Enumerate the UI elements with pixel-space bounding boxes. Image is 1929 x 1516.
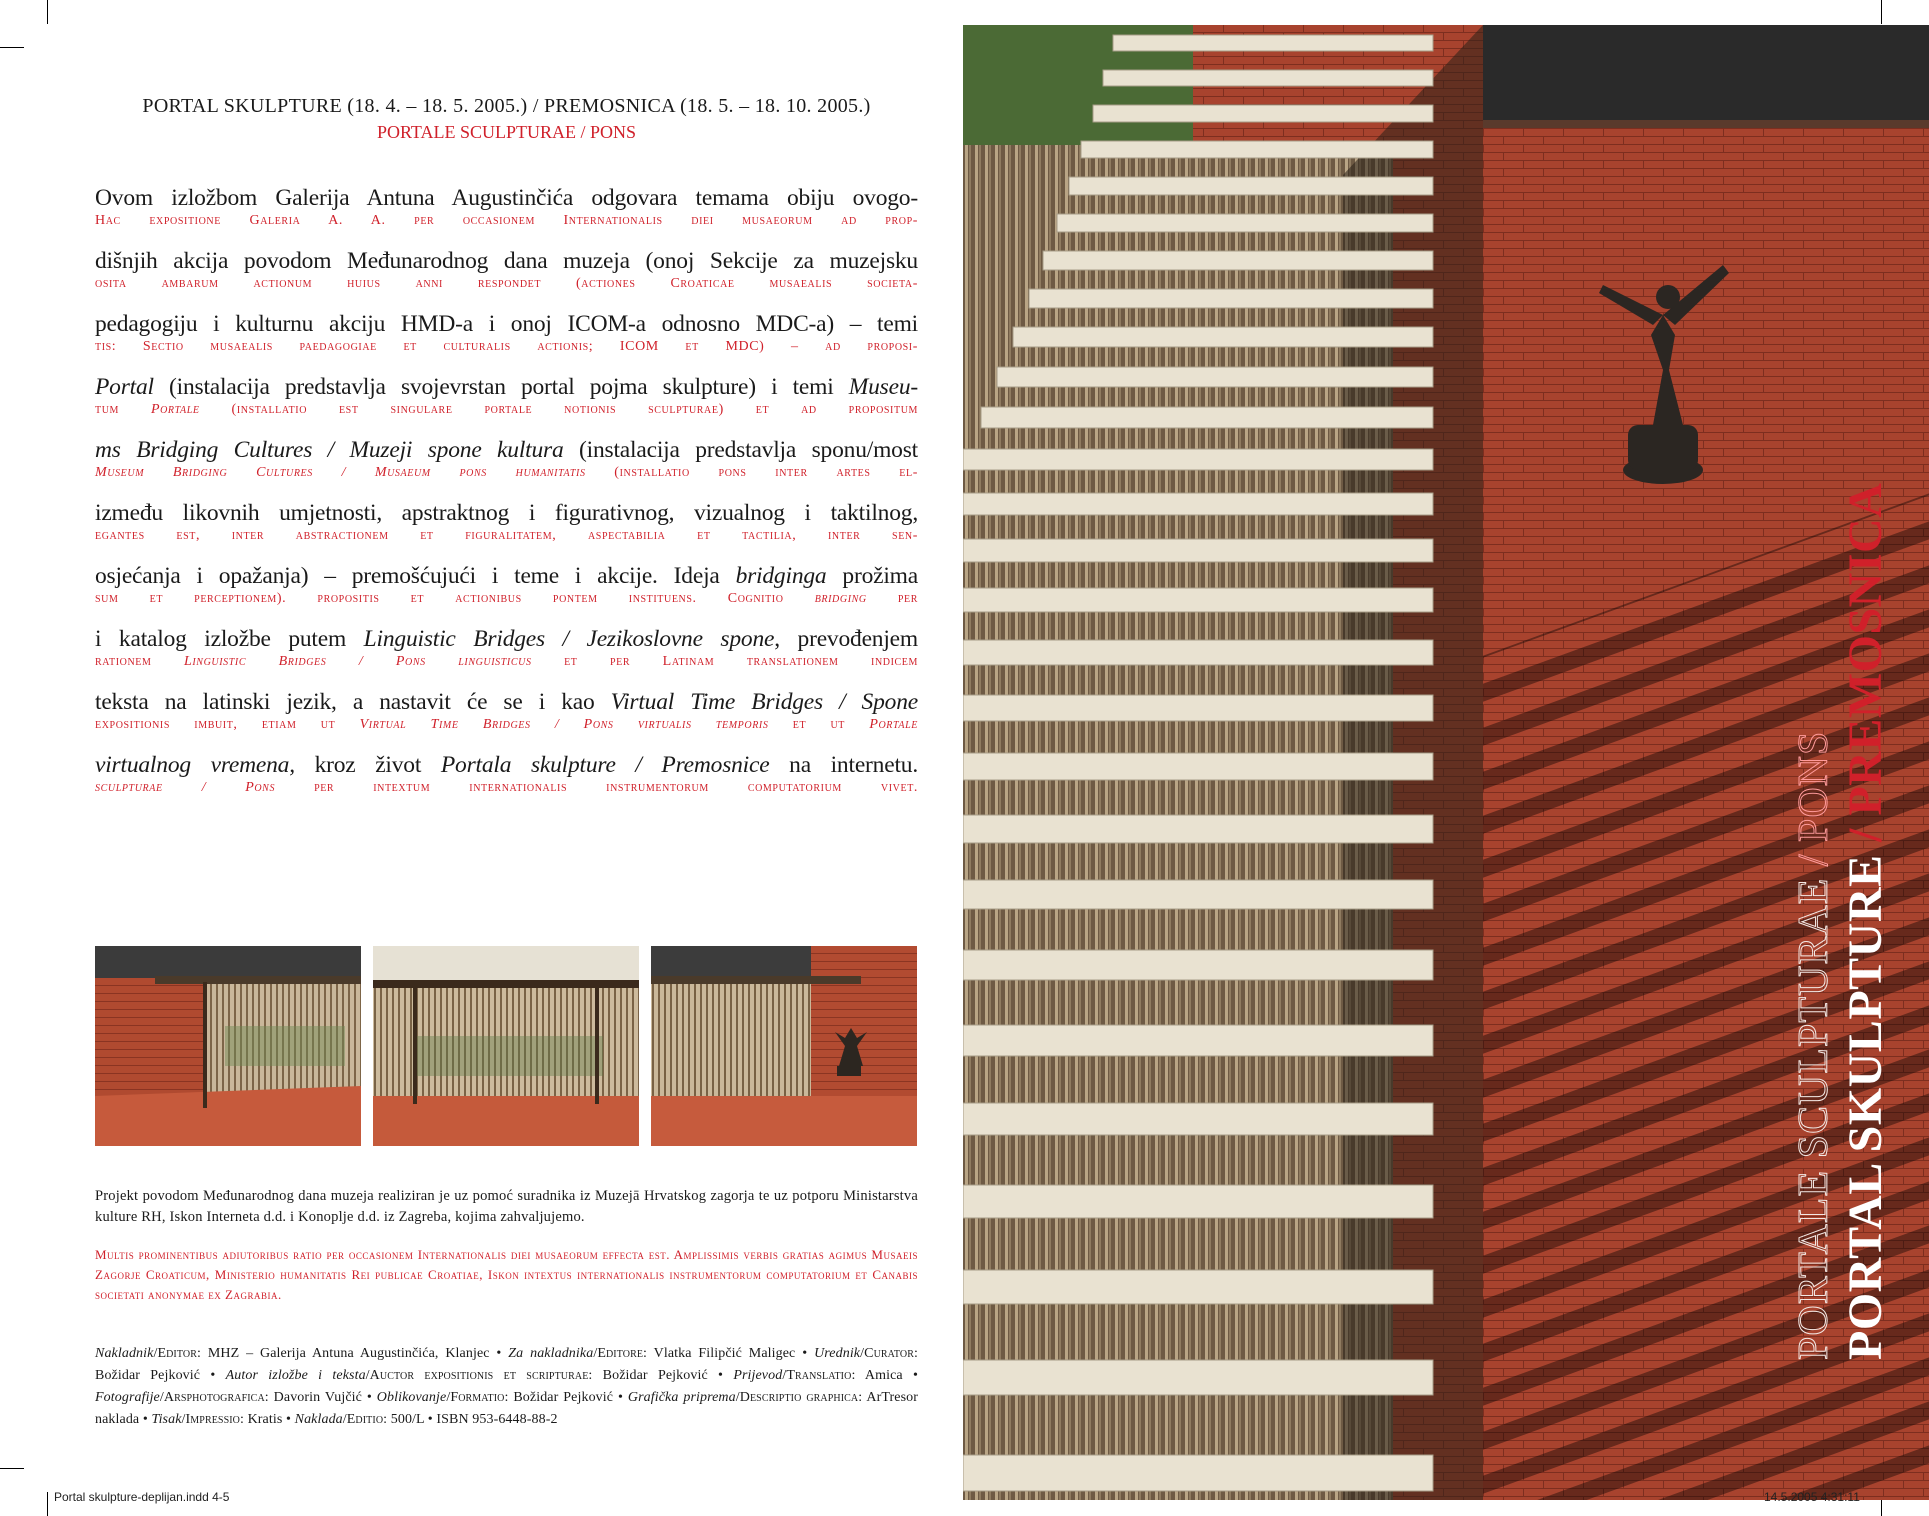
cover-title-latin-suffix: / PONS <box>1791 730 1837 867</box>
page-subtitle-latin: PORTALE SCULPTURAE / PONS <box>376 122 636 142</box>
italic-term: Portal <box>95 374 154 400</box>
latin-line: egantes est, inter abstractionem et figuralitatem, aspectabilia et tactilia, inter sen- <box>95 528 918 543</box>
credit-label-latin: Translatio <box>786 1368 852 1383</box>
credit-label-latin: Editore <box>597 1346 644 1361</box>
text-pair <box>95 311 918 357</box>
croatian-line <box>95 374 918 400</box>
crop-mark <box>0 47 24 48</box>
page-title: PORTAL SKULPTURE (18. 4. – 18. 5. 2005.) / PREMOSNICA (18. 5. – 18. 10. 2005.) <box>142 95 871 117</box>
text-run: per intextum internationalis instrumentorum computatorium vivet. <box>275 780 919 795</box>
credit-label: Oblikovanje <box>376 1390 447 1405</box>
text-run: prožima <box>826 563 918 589</box>
cover-vertical-title <box>1790 483 1893 1360</box>
slug-timestamp: 14.5.2005 4:31:11 <box>1764 1490 1860 1504</box>
credit-value: : MHZ – Galerija Antuna Augustinčića, Klanjec • <box>196 1346 502 1361</box>
italic-term: virtualnog vremena, <box>95 752 295 778</box>
credit-value: : 500/L • ISBN 953-6448-88-2 <box>383 1412 558 1427</box>
credit-label: Tisak <box>151 1412 182 1427</box>
text-run: tum <box>95 402 151 417</box>
bilingual-text <box>95 185 918 798</box>
croatian-line: između likovnih umjetnosti, apstraktnog i figurativnog, vizualnog i taktilnog, <box>95 500 918 526</box>
italic-term: Virtual Time Bridges / Spone <box>610 689 918 715</box>
text-run: expositionis imbuit, etiam ut <box>95 717 360 732</box>
latin-line: tis: Sectio musaealis paedagogiae et culturalis actionis; ICOM et MDC) – ad proposi- <box>95 339 918 354</box>
credit-value: : Božidar Pejković • <box>588 1368 724 1383</box>
left-page <box>95 95 918 815</box>
italic-term: Portale <box>869 717 919 732</box>
croatian-line <box>95 563 918 589</box>
credit-label: Grafička priprema <box>627 1390 736 1405</box>
italic-term: Museum Bridging Cultures / Musaeum pons humanitatis <box>95 465 586 480</box>
credit-value: : Božidar Pejković • <box>504 1390 623 1405</box>
italic-term: sculpturae / Pons <box>95 780 276 795</box>
credit-label-latin: Auctor expositionis et scripturae <box>369 1368 589 1383</box>
text-run: per <box>866 591 918 606</box>
text-pair <box>95 248 918 294</box>
crop-mark <box>47 1492 48 1516</box>
cover-title-croatian-main: PORTAL SKULPTURE <box>1839 854 1892 1360</box>
text-run: (instalacija predstavlja svojevrstan portal pojma skulpture) i temi <box>153 374 849 400</box>
credit-label: Naklada <box>294 1412 343 1427</box>
credit-label-latin: Arsphotografica <box>163 1390 265 1405</box>
installation-photo-3 <box>651 946 917 1146</box>
text-pair <box>95 374 918 420</box>
cover-title-croatian-suffix: / PREMOSNICA <box>1839 482 1892 842</box>
latin-line <box>95 778 918 798</box>
imprint-credits: Nakladnik/Editor: MHZ – Galerija Antuna Augustinčića, Klanjec • Za nakladnika/Editore: Vlatka Filipčić Maligec • Urednik/Curator: Božidar Pejković • Autor izložbe i teksta/Auctor expositionis et scripturae: Božidar Pejković • Prijevod/Translatio: Amica • Fotografije/Arsphotografica: Davorin Vujčić • Oblikovanje/Formatio: Božidar Pejković • Grafička priprema/Descriptio graphica: ArTresor naklada • Tisak/Impressio: Kratis • Naklada/Editio: 500/L • ISBN 953-6448-88-2 <box>95 1346 919 1427</box>
text-pair <box>95 752 918 798</box>
latin-line <box>95 400 918 420</box>
text-run: kroz život <box>294 752 441 778</box>
credit-label: Prijevod <box>733 1368 783 1383</box>
croatian-line <box>95 437 918 463</box>
cover-title-croatian <box>1838 483 1893 1360</box>
text-pair <box>95 437 918 483</box>
text-run: rationem <box>95 654 184 669</box>
text-run: (installatio est singulare portale notionis sculpturae) et ad propositum <box>199 402 919 417</box>
text-run: teksta na latinski jezik, a nastavit će se i kao <box>95 689 611 715</box>
thumbnail-strip <box>95 946 918 1146</box>
text-run: et ut <box>768 717 870 732</box>
credit-label: Urednik <box>814 1346 861 1361</box>
credit-value: : ArTresor naklada • <box>95 1390 918 1427</box>
credit-label-latin: Curator <box>864 1346 914 1361</box>
credit-label-latin: Editio <box>346 1412 384 1427</box>
credit-label-latin: Formatio <box>450 1390 505 1405</box>
italic-term: ms Bridging Cultures / Muzeji spone kultura <box>95 437 564 463</box>
latin-line <box>95 589 918 609</box>
credit-label: Za nakladnika <box>508 1346 594 1361</box>
credit-label: Autor izložbe i teksta <box>225 1368 366 1383</box>
latin-line <box>95 652 918 672</box>
text-pair <box>95 500 918 546</box>
text-run: , prevođenjem <box>774 626 918 652</box>
crop-mark <box>0 1468 24 1469</box>
installation-photo-2 <box>373 946 639 1146</box>
croatian-line: dišnjih akcija povodom Međunarodnog dana muzeja (onoj Sekcije za muzejsku <box>95 248 918 274</box>
credit-value: : Božidar Pejković • <box>95 1346 918 1383</box>
latin-line <box>95 715 918 735</box>
italic-term: Linguistic Bridges / Jezikoslovne spone <box>363 626 775 652</box>
credit-label-latin: Impressio <box>185 1412 240 1427</box>
text-pair <box>95 563 918 609</box>
text-pair <box>95 185 918 231</box>
text-run: i katalog izložbe putem <box>95 626 364 652</box>
text-run: na internetu. <box>769 752 919 778</box>
credit-label-latin: Descriptio graphica <box>739 1390 859 1405</box>
croatian-line: Ovom izložbom Galerija Antuna Augustinčića odgovara temama obiju ovogo- <box>95 185 918 211</box>
cover-title-latin-main: PORTALE SCULPTURAE <box>1791 877 1837 1360</box>
acknowledgement-croatian: Projekt povodom Međunarodnog dana muzeja realiziran je uz pomoć suradnika iz Muzejā Hrvatskog zagorja te uz potporu Ministarstva kulture RH, Iskon Interneta d.d. i Konoplje d.d. iz Zagreba, kojima zahvaljujemo. <box>95 1188 918 1225</box>
text-run: (installatio pons inter artes el- <box>585 465 918 480</box>
italic-term: bridging <box>814 591 867 606</box>
credit-label: Fotografije <box>95 1390 160 1405</box>
acknowledgement-latin: Multis prominentibus adiutoribus ratio per occasionem Internationalis diei musaeorum effecta est. Amplissimis verbis gratias agimus Musaeis Zagorje Croaticum, Ministerio humanitatis Rei publicae Croatiae, Iskon intextus internationalis instrumentorum computatorium et Canabis societati anonymae ex Zagrabia. <box>95 1247 918 1302</box>
credit-value: : Vlatka Filipčić Maligec <box>643 1346 796 1361</box>
credit-value: : Amica • <box>851 1368 919 1383</box>
cover-title-latin <box>1790 483 1838 1360</box>
italic-term: Virtual Time Bridges / Pons virtualis temporis <box>359 717 769 732</box>
crop-mark <box>1881 0 1882 24</box>
text-run: osjećanja i opažanja) – premošćujući i teme i akcije. Ideja <box>95 563 736 589</box>
italic-term: bridginga <box>735 563 827 589</box>
cover-photo <box>963 25 1929 1500</box>
text-run: et per Latinam translationem indicem <box>531 654 918 669</box>
text-pair <box>95 689 918 735</box>
croatian-line <box>95 626 918 652</box>
text-run: (instalacija predstavlja sponu/most <box>563 437 918 463</box>
italic-term: Portale <box>150 402 200 417</box>
credit-value: : Kratis • <box>240 1412 292 1427</box>
credit-label: Nakladnik <box>95 1346 154 1361</box>
text-pair <box>95 626 918 672</box>
latin-line: Hac expositione Galeria A. A. per occasionem Internationalis diei musaeorum ad prop- <box>95 213 918 228</box>
italic-term: Museu- <box>848 374 918 400</box>
installation-photo-1 <box>95 946 361 1146</box>
text-run: sum et perceptionem). propositis et actionibus pontem instituens. Cognitio <box>95 591 815 606</box>
italic-term: Linguistic Bridges / Pons linguisticus <box>183 654 532 669</box>
croatian-line: pedagogiju i kulturnu akciju HMD-a i onoj ICOM-a odnosno MDC-a) – temi <box>95 311 918 337</box>
credit-value: : Davorin Vujčić • <box>264 1390 372 1405</box>
slug-filename: Portal skulpture-deplijan.indd 4-5 <box>54 1490 230 1504</box>
latin-line: osita ambarum actionum huius anni respondet (actiones Croaticae musaealis societa- <box>95 276 918 291</box>
croatian-line <box>95 752 918 778</box>
crop-mark <box>47 0 48 24</box>
credit-label-latin: Editor <box>157 1346 197 1361</box>
italic-term: Portala skulpture / Premosnice <box>440 752 770 778</box>
latin-line <box>95 463 918 483</box>
croatian-line <box>95 689 918 715</box>
